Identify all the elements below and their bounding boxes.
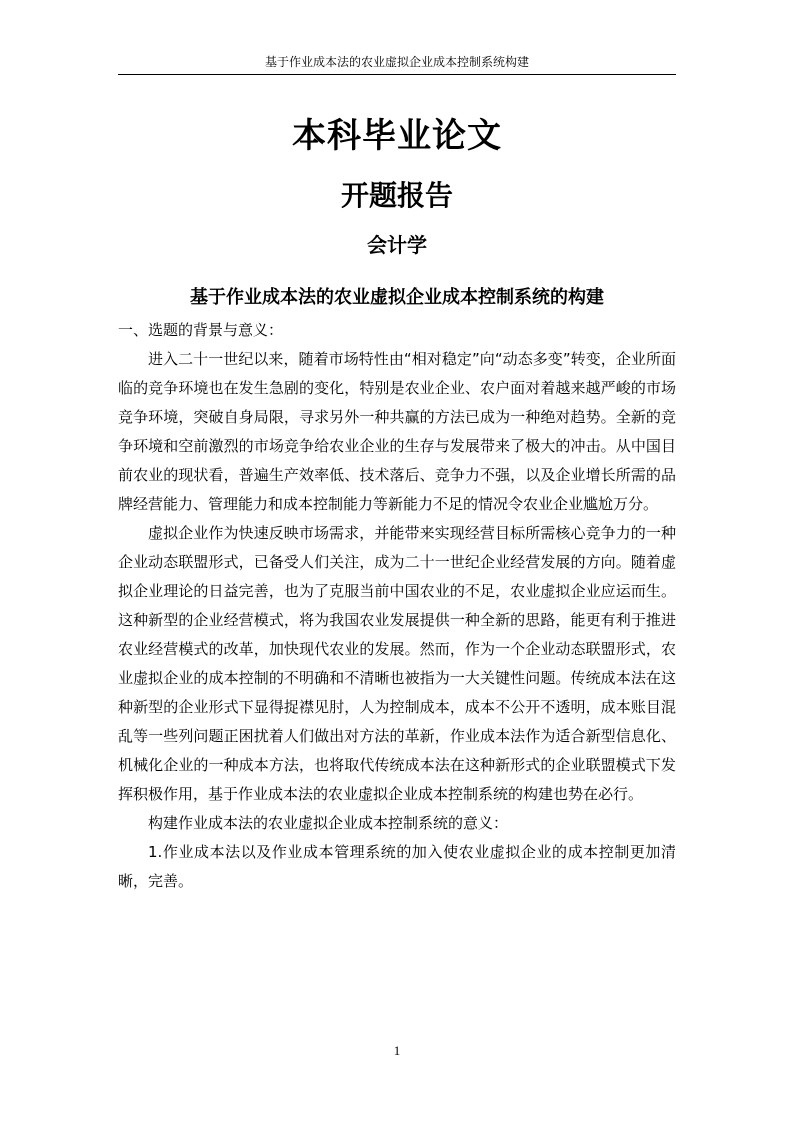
paragraph: 虚拟企业作为快速反映市场需求，并能带来实现经营目标所需核心竞争力的一种企业动态联盟形式，已备受人们关注，成为二十一世纪企业经营发展的方向。随着虚拟企业理论的日益完善，也为了克服当前中国农业的不足，农业虚拟企业应运而生。这种新型的企业经营模式，将为我国农业发展提供一种全新的思路，能更有利于推进农业经营模式的改革，加快现代农业的发展。然而，作为一个企业动态联盟形式，农业虚拟企业的成本控制的不明确和不清晰也被指为一大关键性问题。传统成本法在这种新型的企业形式下显得捉襟见肘，人为控制成本，成本不公开不透明，成本账目混乱等一些列问题正困扰着人们做出对方法的革新，作业成本法作为适合新型信息化、机械化企业的一种成本方法，也将取代传统成本法在这种新形式的企业联盟模式下发挥积极作用，基于作业成本法的农业虚拟企业成本控制系统的构建也势在必行。 — [118, 524, 676, 803]
page-number: 1 — [393, 1043, 401, 1058]
paragraph: 构建作业成本法的农业虚拟企业成本控制系统的意义： — [148, 814, 509, 832]
document-subtitle: 开题报告 — [340, 179, 453, 212]
major-name: 会计学 — [367, 233, 427, 257]
paragraph: 1.作业成本法以及作业成本管理系统的加入使农业虚拟企业的成本控制更加清晰，完善。 — [118, 843, 676, 890]
running-header: 基于作业成本法的农业虚拟企业成本控制系统构建 — [264, 55, 529, 69]
document-title: 本科毕业论文 — [292, 116, 502, 156]
header-divider — [118, 74, 676, 75]
thesis-title: 基于作业成本法的农业虚拟企业成本控制系统的构建 — [190, 287, 604, 308]
section-heading: 一、选题的背景与意义： — [118, 321, 284, 339]
paragraph: 进入二十一世纪以来，随着市场特性由“相对稳定”向“动态多变”转变，企业所面临的竞争环境也在发生急剧的变化，特别是农业企业、农户面对着越来越严峻的市场竞争环境，突破自身局限，寻求另外一种共赢的方法已成为一种绝对趋势。全新的竞争环境和空前激烈的市场竞争给农业企业的生存与发展带来了极大的冲击。从中国目前农业的现状看，普遍生产效率低、技术落后、竞争力不强，以及企业增长所需的品牌经营能力、管理能力和成本控制能力等新能力不足的情况令农业企业尴尬万分。 — [118, 350, 676, 513]
body-text — [118, 316, 676, 896]
